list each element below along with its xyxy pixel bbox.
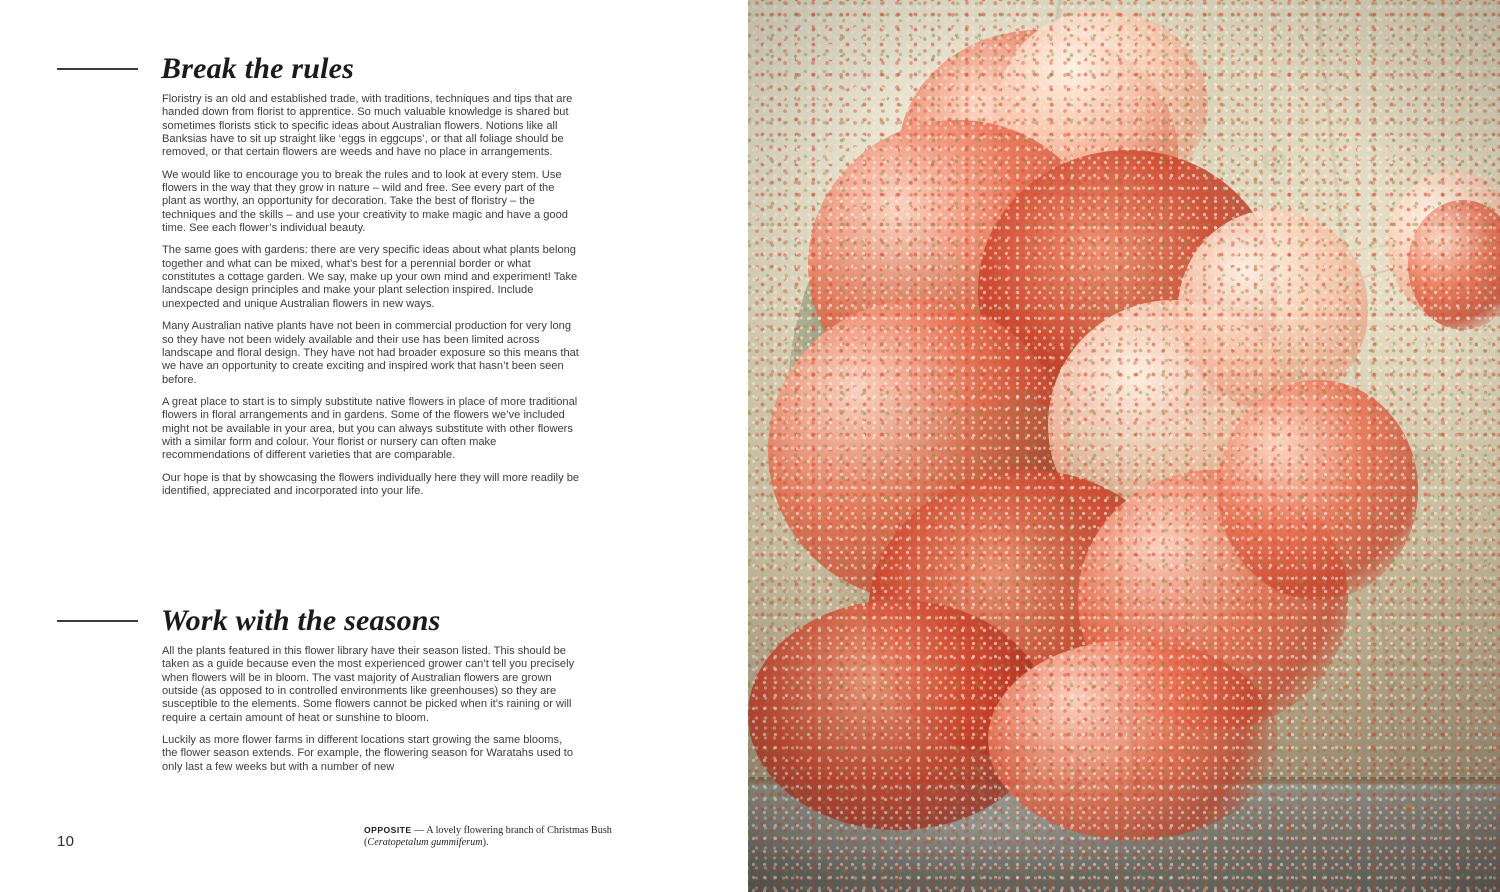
section-heading-break-the-rules (0, 48, 748, 90)
paragraph: Floristry is an old and established trade, with traditions, techniques and tips that are handed down from florist to apprentice. So much valuable knowledge is shared but sometimes florists stick to specific ideas about Australian flowers. Notions like all Banksias have to sit up straight like ‘eggs in eggcups’, or that all foliage should be removed, or that certain flowers are weeds and have no place in arrangements. (162, 93, 573, 159)
page-title: Break the rules (161, 52, 355, 85)
section-title: Work with the seasons (161, 604, 441, 637)
figure-caption (364, 824, 654, 850)
photograph (748, 0, 1500, 892)
caption-lead: OPPOSITE (364, 825, 412, 835)
body-copy-break-the-rules (162, 93, 580, 498)
heading-rule-icon (57, 620, 138, 622)
paragraph: Our hope is that by showcasing the flowers individually here they will more readily be identified, appreciated and incorporated into your life. (162, 471, 580, 497)
caption-tail: ). (482, 837, 489, 849)
paragraph: A great place to start is to simply substitute native flowers in place of more traditional flowers in floral arrangements and in gardens. Some of the flowers we’ve included might not be available in your area, but you can always substitute with other flowers with a similar form and colour. Your florist or nursery can often make recommendations of different varieties that are comparable. (162, 395, 578, 462)
paragraph: We would like to encourage you to break the rules and to look at every stem. Use flowers in the way that they grow in nature – wild and free. See every part of the plant as worthy, an opportunity for decoration. Take the best of floristry – the techniques and the skills – and use your creativity to make magic and have a good time. See each flower’s individual beauty. (162, 168, 568, 235)
section-heading-work-with-the-seasons (0, 600, 748, 642)
caption-species: Ceratopetalum gummiferum (367, 837, 483, 849)
page-number: 10 (57, 833, 75, 850)
paragraph: Luckily as more flower farms in different locations start growing the same blooms, the flower season extends. For example, the flowering season for Waratahs used to only last a few weeks but with a number of new (162, 734, 574, 773)
paragraph: The same goes with gardens: there are very specific ideas about what plants belong together and what can be mixed, what’s best for a perennial border or what constitutes a cottage garden. We say, make up your own mind and experiment! Take landscape design principles and make your plant selection inspired. Include unexpected and unique Australian flowers in new ways. (162, 244, 578, 310)
body-copy-work-with-the-seasons (162, 645, 580, 774)
paragraph: All the plants featured in this flower library have their season listed. This should be taken as a guide because even the most experienced grower can’t tell you precisely when flowers will be in bloom. The vast majority of Australian flowers are grown outside (as opposed to in controlled environments like greenhouses) so they are susceptible to the elements. Some flowers cannot be picked when it’s raining or will require a certain amount of heat or sunshine to bloom. (162, 645, 575, 724)
text-page (0, 0, 748, 892)
photo-vignette (748, 0, 1500, 892)
caption-dash: — (411, 825, 427, 836)
caption-text: A lovely flowering branch of Christmas Bush ( (364, 825, 612, 849)
heading-rule-icon (57, 68, 138, 70)
paragraph: Many Australian native plants have not been in commercial production for very long so they have not been widely available and their use has been limited across landscape and floral design. They have not had broader exposure so this means that we have an opportunity to create exciting and inspired work that hasn’t been seen before. (162, 320, 579, 386)
